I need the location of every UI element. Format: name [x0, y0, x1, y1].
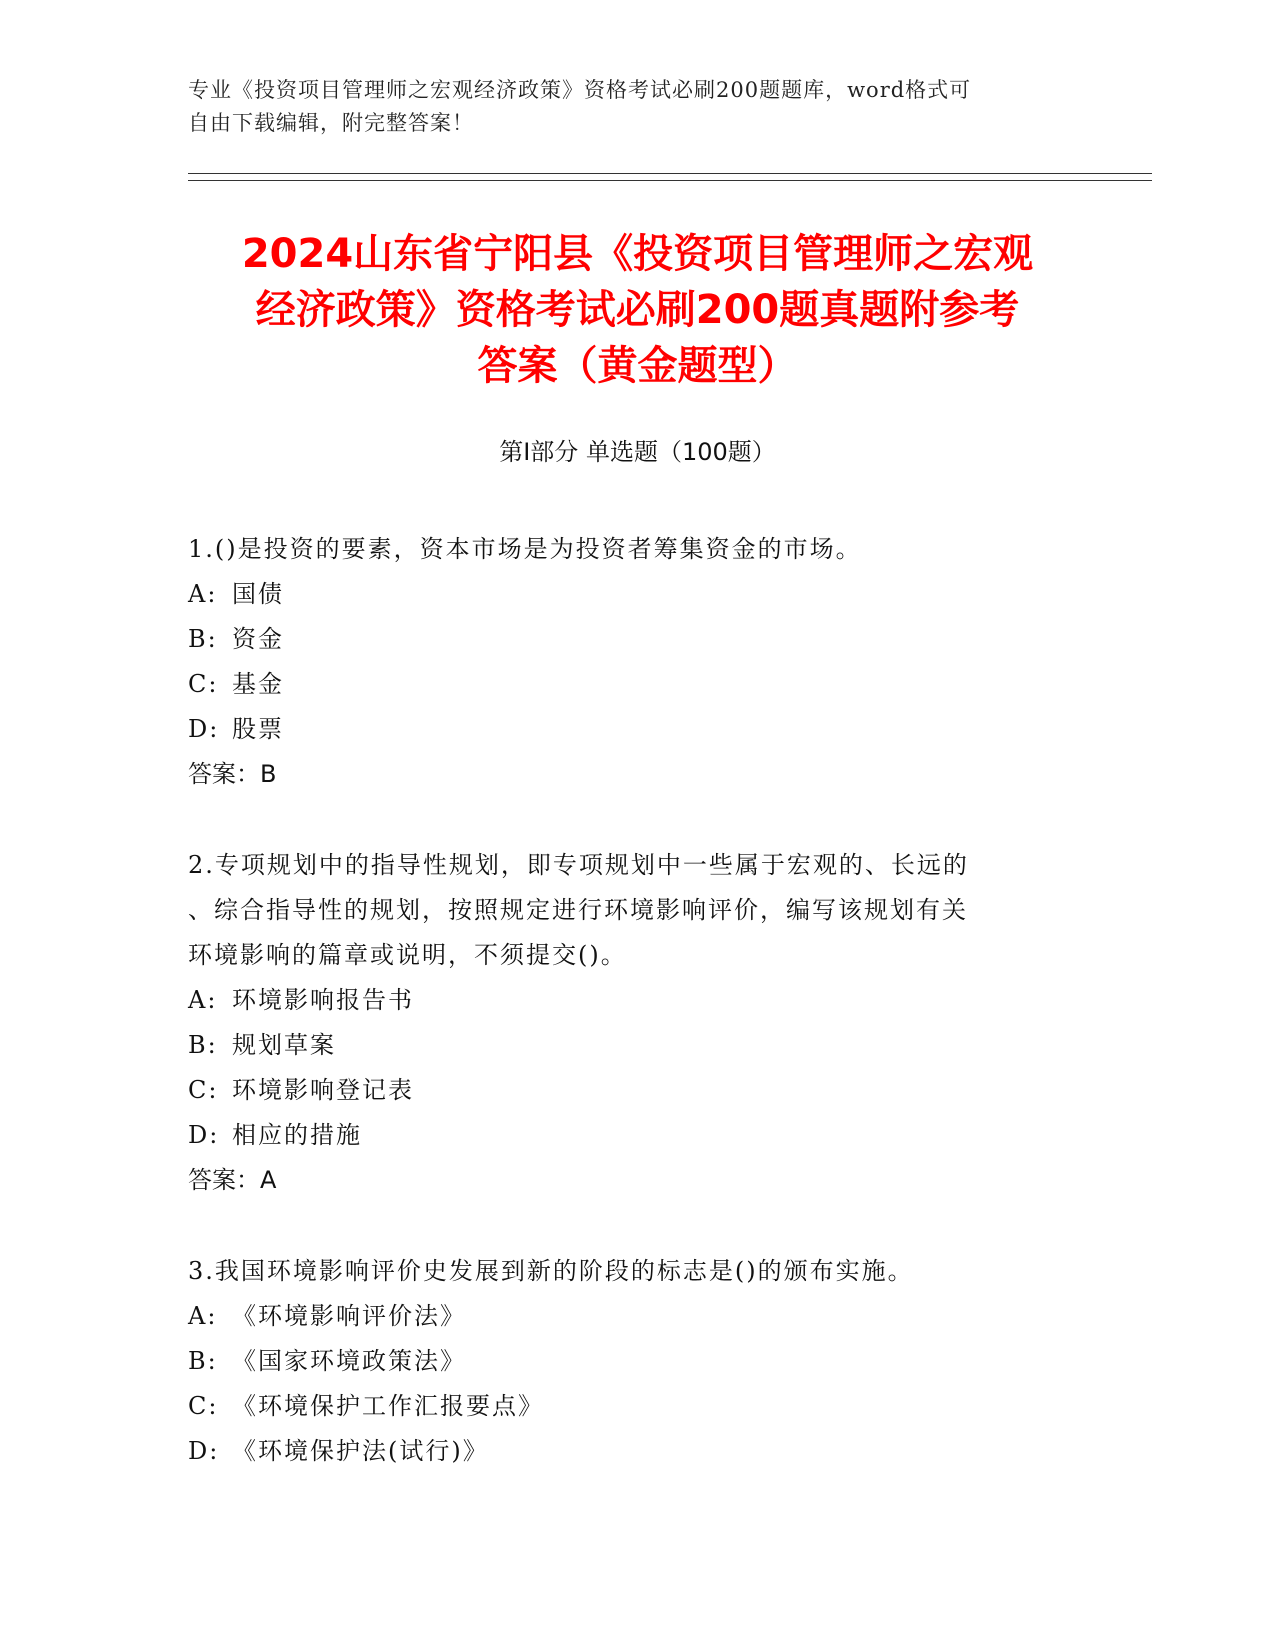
option-key: D: — [188, 1437, 220, 1465]
option-text: 资金 — [232, 625, 284, 653]
option-text: 相应的措施 — [232, 1121, 362, 1149]
option-b — [188, 1023, 1068, 1068]
option-key: C: — [188, 1392, 219, 1420]
header-divider-bottom — [188, 180, 1152, 181]
document-title — [160, 226, 1115, 394]
option-key: C: — [188, 670, 219, 698]
title-line-3: 答案（黄金题型） — [477, 343, 798, 389]
option-a — [188, 978, 1068, 1023]
option-c — [188, 1068, 1068, 1113]
question-list — [188, 527, 1068, 1520]
option-key: D: — [188, 715, 220, 743]
option-key: D: — [188, 1121, 220, 1149]
option-text: 环境影响报告书 — [232, 986, 414, 1014]
option-text: 《环境保护法(试行)》 — [232, 1437, 489, 1465]
question-2 — [188, 843, 1068, 1203]
answer-line: 答案：A — [188, 1166, 277, 1194]
intro-text — [188, 74, 1068, 140]
option-text: 《国家环境政策法》 — [232, 1347, 466, 1375]
option-text: 股票 — [232, 715, 284, 743]
option-text: 《环境保护工作汇报要点》 — [232, 1392, 544, 1420]
option-a — [188, 1294, 1068, 1339]
intro-line-2: 自由下载编辑，附完整答案！ — [188, 111, 474, 135]
question-3 — [188, 1249, 1068, 1474]
option-text: 规划草案 — [232, 1031, 336, 1059]
answer-line: 答案：B — [188, 760, 277, 788]
option-key: B: — [188, 1347, 218, 1375]
option-text: 基金 — [232, 670, 284, 698]
question-1 — [188, 527, 1068, 797]
option-key: A: — [188, 986, 218, 1014]
title-line-1: 2024山东省宁阳县《投资项目管理师之宏观 — [241, 231, 1034, 277]
option-key: A: — [188, 580, 218, 608]
option-text: 环境影响登记表 — [232, 1076, 414, 1104]
option-c — [188, 662, 1068, 707]
title-line-2: 经济政策》资格考试必刷200题真题附参考 — [255, 287, 1020, 333]
question-stem: 3.我国环境影响评价史发展到新的阶段的标志是()的颁布实施。 — [188, 1257, 914, 1285]
intro-line-1: 专业《投资项目管理师之宏观经济政策》资格考试必刷200题题库，word格式可 — [188, 78, 972, 102]
header-divider-top — [188, 173, 1152, 174]
question-stem-line: 2.专项规划中的指导性规划，即专项规划中一些属于宏观的、长远的 — [188, 851, 969, 879]
option-text: 国债 — [232, 580, 284, 608]
option-d — [188, 707, 1068, 752]
option-d — [188, 1113, 1068, 1158]
section-heading: 第Ⅰ部分 单选题（100题） — [499, 438, 776, 466]
option-key: A: — [188, 1302, 218, 1330]
option-c — [188, 1384, 1068, 1429]
option-b — [188, 617, 1068, 662]
option-key: B: — [188, 625, 218, 653]
question-stem-line: 、综合指导性的规划，按照规定进行环境影响评价，编写该规划有关 — [188, 896, 968, 924]
option-a — [188, 572, 1068, 617]
option-key: C: — [188, 1076, 219, 1104]
option-b — [188, 1339, 1068, 1384]
question-stem: 1.()是投资的要素，资本市场是为投资者筹集资金的市场。 — [188, 535, 862, 563]
option-text: 《环境影响评价法》 — [232, 1302, 466, 1330]
option-d — [188, 1429, 1068, 1474]
option-key: B: — [188, 1031, 218, 1059]
question-stem-line: 环境影响的篇章或说明，不须提交()。 — [188, 941, 627, 969]
